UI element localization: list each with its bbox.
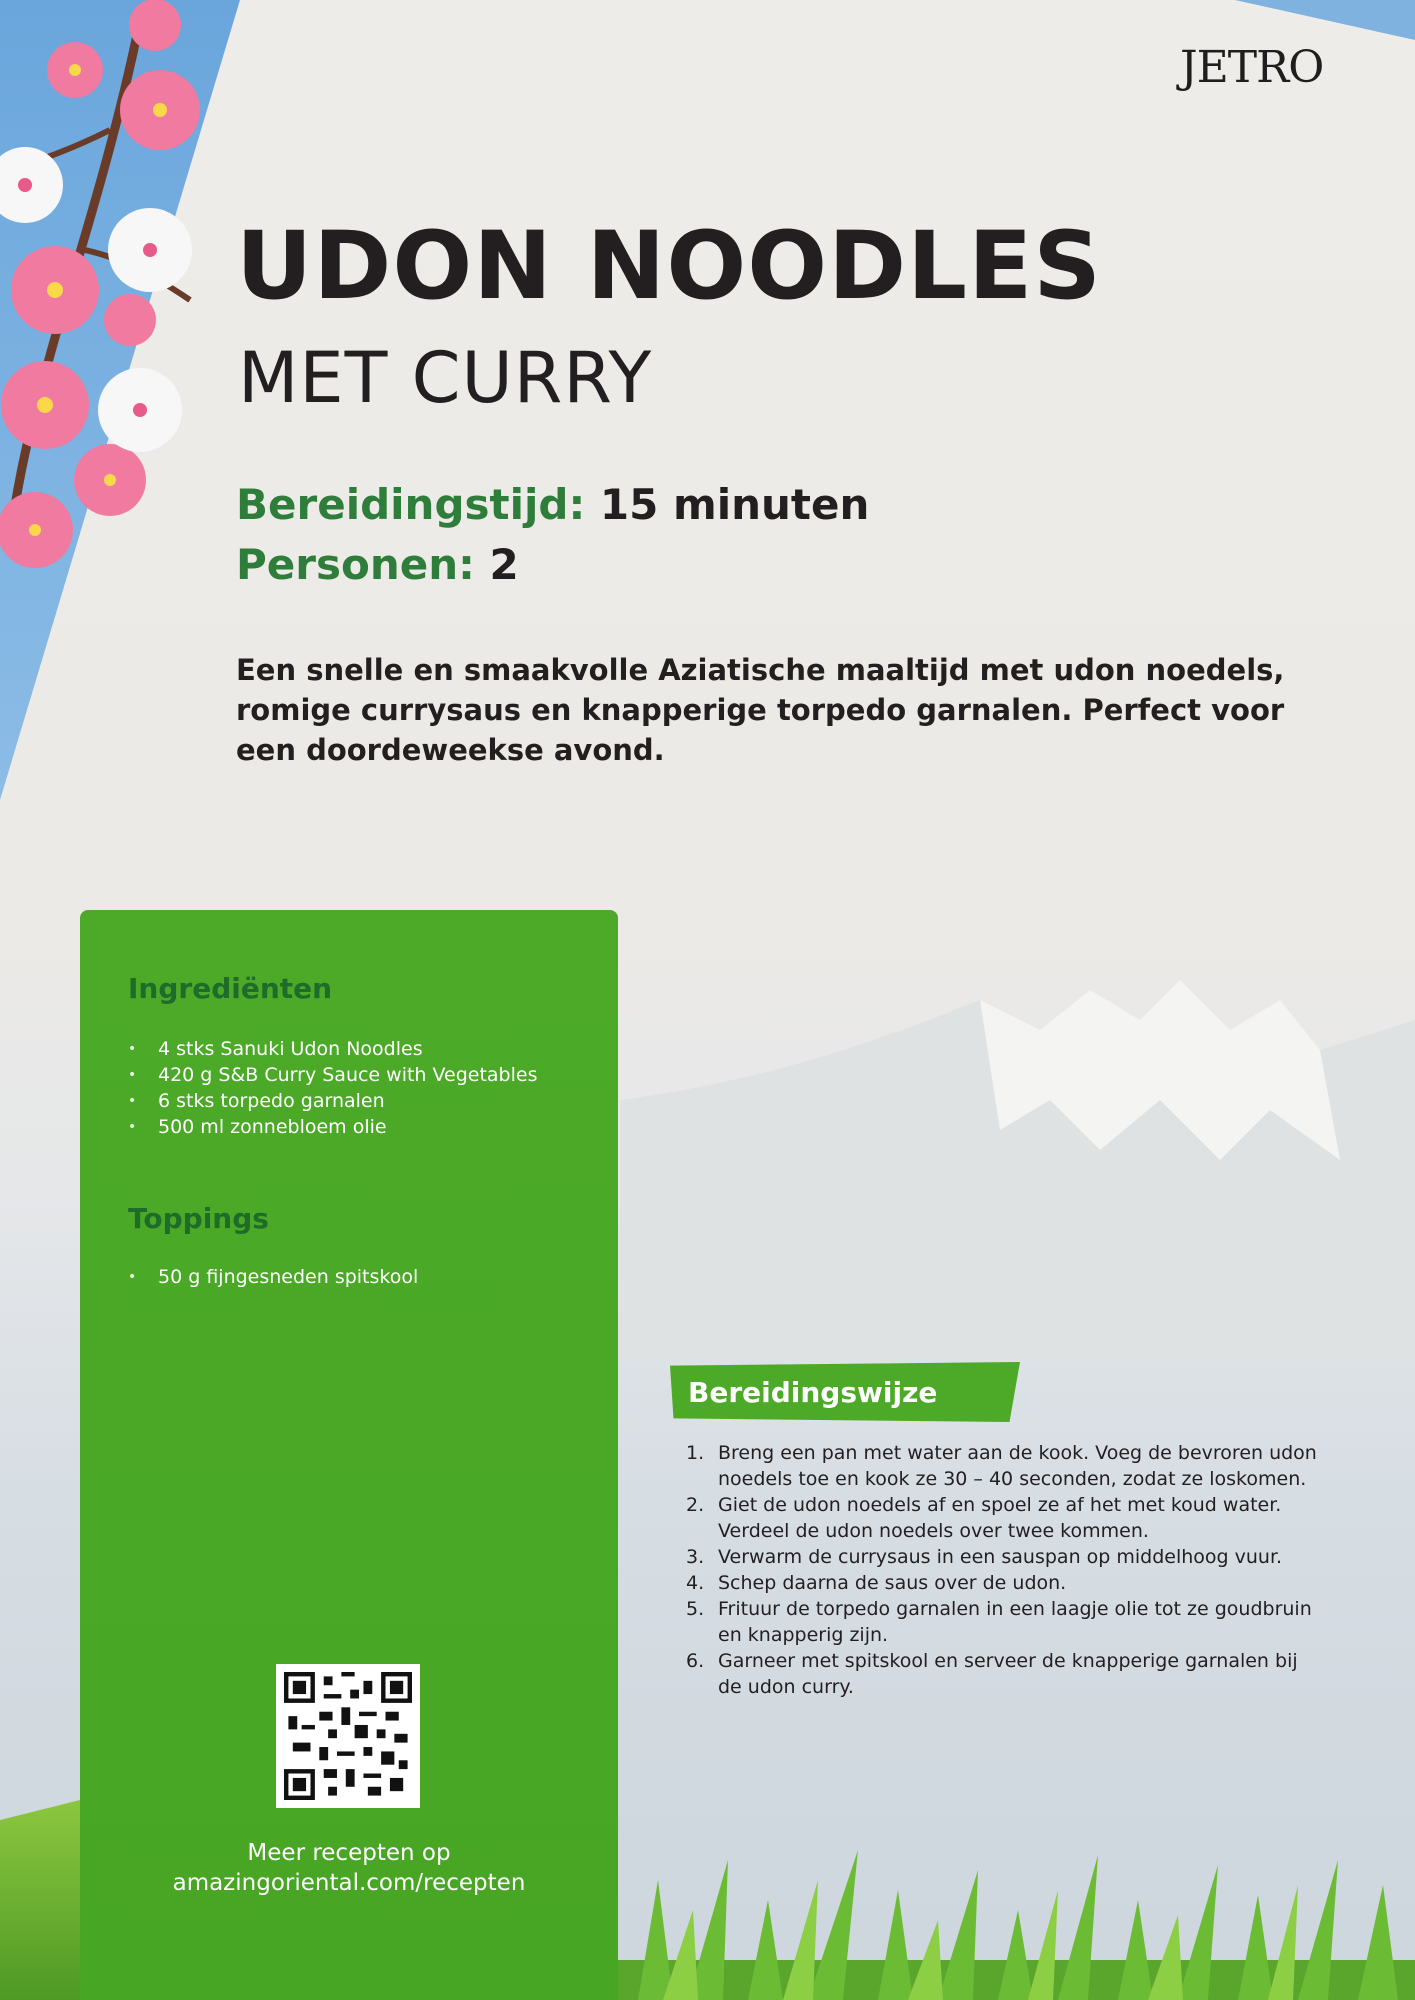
cherry-blossom-illustration — [0, 0, 230, 600]
step-text: Breng een pan met water aan de kook. Voeg de bevroren udon noedels toe en kook ze 30 – 40 seconden, zodat ze loskomen. — [718, 1442, 1317, 1490]
qr-code[interactable] — [276, 1664, 420, 1808]
prep-time — [236, 480, 870, 529]
ingredient-item: • 4 stks Sanuki Udon Noodles — [128, 1036, 538, 1062]
method-step — [686, 1596, 1326, 1648]
step-number: 3. — [686, 1546, 705, 1568]
method-step — [686, 1492, 1326, 1544]
grass-illustration — [618, 1840, 1415, 2000]
qr-code-pattern — [284, 1672, 412, 1800]
method-heading: Bereidingswijze — [688, 1376, 938, 1409]
recipe-subtitle: MET CURRY — [238, 337, 653, 419]
toppings-list — [128, 1264, 418, 1290]
grass-left-illustration — [0, 1800, 80, 2000]
step-text: Giet de udon noedels af en spoel ze af het met koud water. Verdeel de udon noedels over twee kommen. — [718, 1494, 1282, 1542]
method-step — [686, 1440, 1326, 1492]
more-recipes-line1: Meer recepten op — [247, 1840, 451, 1866]
method-step — [686, 1544, 1326, 1570]
recipe-intro: Een snelle en smaakvolle Aziatische maaltijd met udon noedels, romige currysaus en knapperige torpedo garnalen. Perfect voor een doordeweekse avond. — [236, 653, 1285, 767]
step-text: Garneer met spitskool en serveer de knapperige garnalen bij de udon curry. — [718, 1650, 1298, 1698]
persons-label: Personen: — [236, 540, 475, 589]
step-number: 4. — [686, 1572, 705, 1594]
method-step — [686, 1648, 1326, 1700]
ingredient-item: • 6 stks torpedo garnalen — [128, 1088, 538, 1114]
step-number: 6. — [686, 1650, 705, 1672]
step-text: Verwarm de currysaus in een sauspan op middelhoog vuur. — [718, 1546, 1283, 1568]
method-steps — [686, 1440, 1326, 1700]
step-text: Schep daarna de saus over de udon. — [718, 1572, 1067, 1594]
ingredient-item: • 420 g S&B Curry Sauce with Vegetables — [128, 1062, 538, 1088]
topping-item: • 50 g fijngesneden spitskool — [128, 1264, 418, 1290]
prep-time-value: 15 minuten — [599, 480, 870, 529]
persons-value: 2 — [489, 540, 519, 589]
ingredients-list — [128, 1036, 538, 1140]
recipe-title: UDON NOODLES — [236, 212, 1102, 321]
prep-time-label: Bereidingstijd: — [236, 480, 586, 529]
ingredients-heading: Ingrediënten — [128, 972, 333, 1005]
more-recipes-link[interactable]: amazingoriental.com/recepten — [172, 1870, 526, 1896]
persons — [236, 540, 519, 589]
mountain-illustration — [620, 960, 1415, 1360]
step-number: 5. — [686, 1598, 705, 1620]
more-recipes — [80, 1838, 618, 1898]
jetro-logo: JETRO — [1180, 42, 1324, 93]
toppings-heading: Toppings — [128, 1202, 269, 1235]
step-number: 1. — [686, 1442, 705, 1464]
step-text: Frituur de torpedo garnalen in een laagje olie tot ze goudbruin en knapperig zijn. — [718, 1598, 1312, 1646]
ingredient-item: • 500 ml zonnebloem olie — [128, 1114, 538, 1140]
step-number: 2. — [686, 1494, 705, 1516]
method-step — [686, 1570, 1326, 1596]
